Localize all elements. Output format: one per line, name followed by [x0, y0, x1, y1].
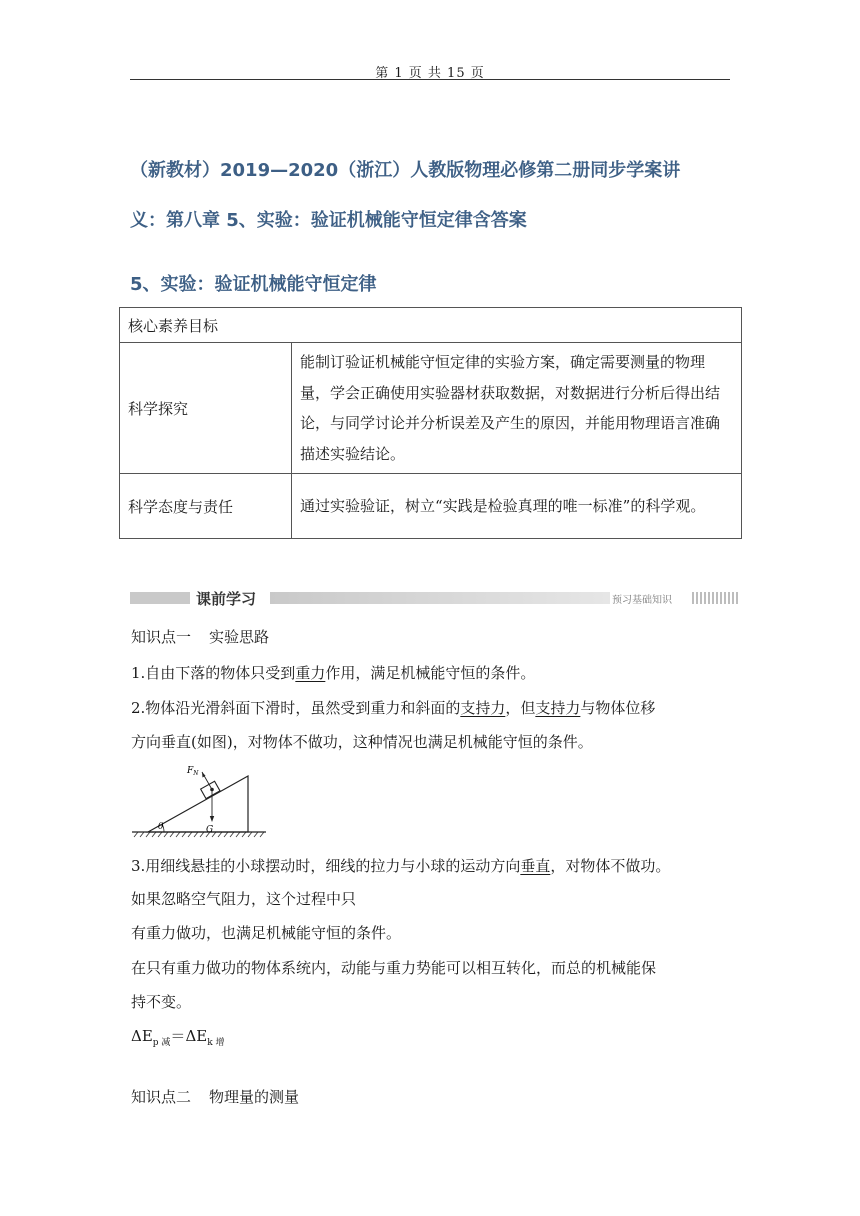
- header-rule: [130, 79, 730, 80]
- formula-rhs-subscript: k 增: [207, 1038, 225, 1048]
- formula-lhs: ΔE: [131, 1027, 153, 1045]
- summary-line-1: 在只有重力做功的物体系统内，动能与重力势能可以相互转化，而总的机械能保: [131, 959, 657, 977]
- energy-formula: [131, 1025, 225, 1048]
- blank-answer: 垂直: [520, 857, 551, 875]
- document-title: [130, 146, 740, 246]
- paragraph-item-2-line-1: [131, 697, 655, 718]
- inclined-plane-figure: [130, 760, 270, 842]
- text-run: 2.物体沿光滑斜面下滑时，虽然受到重力和斜面的: [131, 699, 461, 717]
- text-run: ，对物体不做功。: [550, 857, 671, 875]
- paragraph-item-3-line-2: 如果忽略空气阻力，这个过程中只: [131, 890, 357, 908]
- goal-name-cell: 科学探究: [120, 343, 292, 474]
- goal-name-cell: 科学态度与责任: [120, 474, 292, 539]
- knowledge-point-topic: 物理量的测量: [209, 1088, 300, 1106]
- blank-answer: 支持力: [535, 699, 581, 717]
- ground-hatching: [134, 832, 264, 837]
- goals-table-header: 核心素养目标: [120, 308, 742, 343]
- document-title-line-2: 义：第八章 5、实验：验证机械能守恒定律含答案: [130, 210, 527, 231]
- text-run: ，但: [505, 699, 536, 717]
- banner-bar-middle: [270, 592, 610, 604]
- goal-desc-cell: 通过实验验证，树立“实践是检验真理的唯一标准”的科学观。: [292, 474, 742, 539]
- angle-label: θ: [158, 822, 164, 832]
- document-title-line-1: （新教材）2019—2020（浙江）人教版物理必修第二册同步学案讲: [130, 160, 681, 181]
- paragraph-item-1: [131, 662, 535, 683]
- gravity-label: G: [206, 825, 214, 835]
- banner-bar-left: [130, 592, 190, 604]
- core-goals-table: [119, 307, 742, 539]
- banner-bar-right: [692, 592, 738, 604]
- knowledge-point-label: 知识点二: [131, 1088, 192, 1106]
- blank-answer: 重力: [295, 664, 326, 682]
- section-banner: [130, 588, 738, 608]
- knowledge-point-1-heading: [131, 626, 269, 647]
- summary-line-2: 持不变。: [131, 993, 192, 1011]
- paragraph-item-3-line-3: 有重力做功，也满足机械能守恒的条件。: [131, 924, 402, 942]
- formula-equals: ＝: [170, 1027, 186, 1045]
- banner-subtitle: 预习基础知识: [612, 595, 672, 606]
- paragraph-item-2-line-2: 方向垂直(如图)，对物体不做功，这种情况也满足机械能守恒的条件。: [131, 733, 593, 751]
- knowledge-point-2-heading: [131, 1086, 299, 1107]
- normal-force-letter: F: [187, 766, 194, 776]
- knowledge-point-label: 知识点一: [131, 628, 192, 646]
- text-run: 1.自由下落的物体只受到: [131, 664, 296, 682]
- text-run: 与物体位移: [580, 699, 656, 717]
- section-title: 5、实验：验证机械能守恒定律: [130, 274, 377, 295]
- gravity-arrowhead: [210, 816, 214, 822]
- normal-force-subscript: N: [193, 770, 199, 777]
- normal-force-label: [186, 766, 199, 777]
- text-run: 作用，满足机械能守恒的条件。: [325, 664, 536, 682]
- formula-rhs: ΔE: [185, 1027, 208, 1045]
- goal-desc-cell: 能制订验证机械能守恒定律的实验方案，确定需要测量的物理量，学会正确使用实验器材获取数据，对数据进行分析后得出结论，与同学讨论并分析误差及产生的原因，并能用物理语言准确描述实验结论。: [292, 343, 742, 474]
- text-run: 3.用细线悬挂的小球摆动时，细线的拉力与小球的运动方向: [131, 857, 521, 875]
- blank-answer: 支持力: [460, 699, 506, 717]
- banner-title: 课前学习: [196, 590, 257, 608]
- knowledge-point-topic: 实验思路: [209, 628, 270, 646]
- formula-lhs-subscript: p 减: [152, 1038, 171, 1048]
- paragraph-item-3-line-1: [131, 855, 670, 876]
- page-header: 第 1 页 共 15 页: [375, 66, 485, 81]
